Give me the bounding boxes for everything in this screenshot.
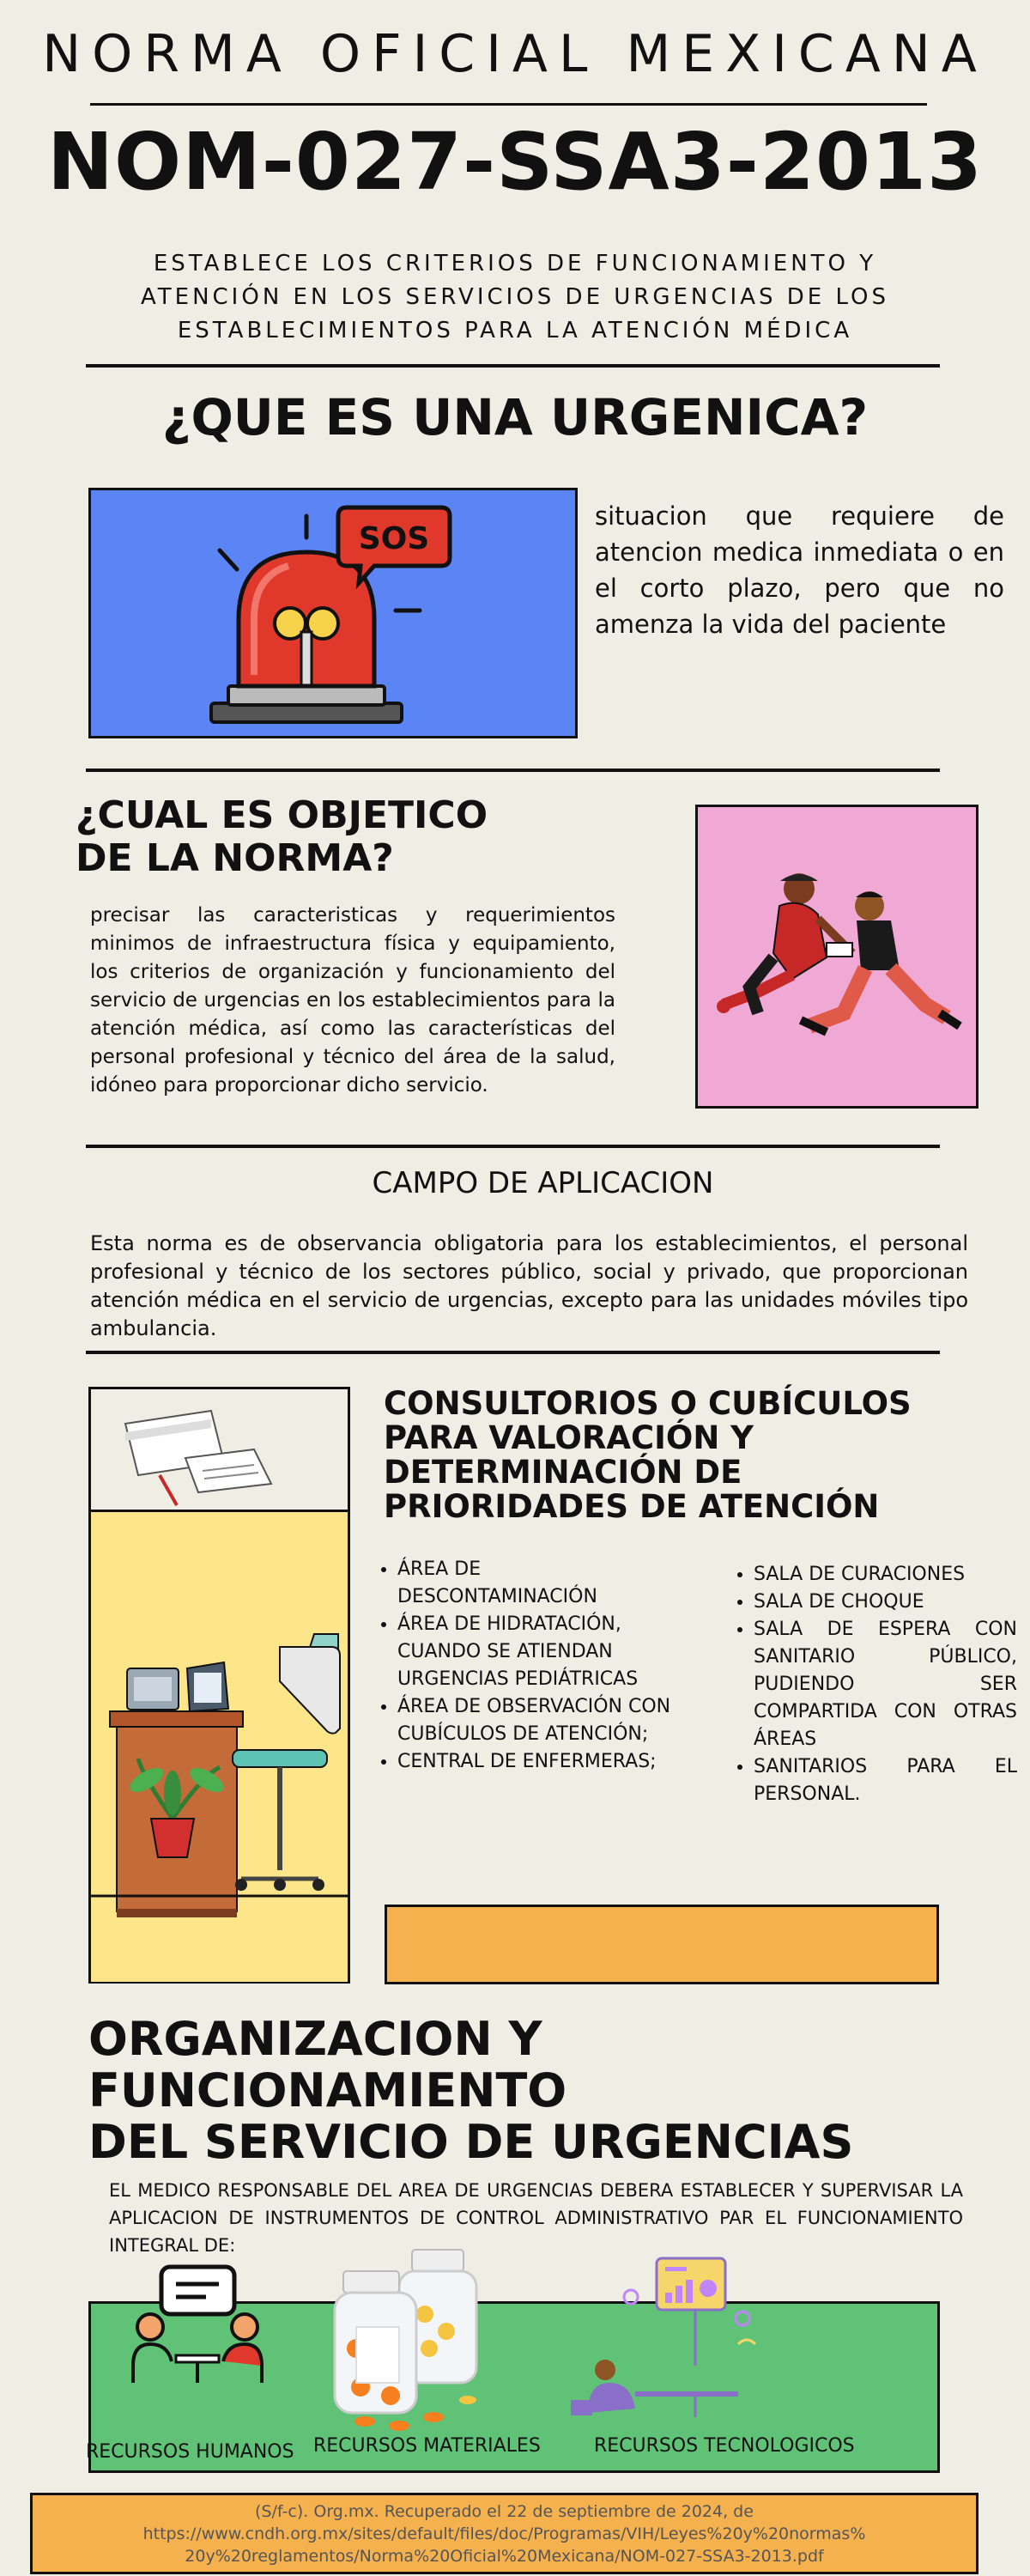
divider-3	[86, 1145, 940, 1148]
urgencia-definition-text: situacion que requiere de atencion medica inmediata o en el corto plazo, pero que no amenza la vida del paciente	[595, 501, 1004, 639]
list-item: • ÁREA DE DESCONTAMINACIÓN	[397, 1556, 682, 1611]
consultorios-title-line4: PRIORIDADES DE ATENCIÓN	[384, 1488, 880, 1525]
sos-illustration-panel	[88, 488, 578, 738]
consultorios-title-line3: DETERMINACIÓN DE	[384, 1454, 742, 1491]
office-illustration-panel	[88, 1387, 350, 1984]
consultorios-title	[384, 1387, 967, 1524]
reference-url-line3[interactable]: 20y%20reglamentos/Norma%20Oficial%20Mexicana/NOM-027-SSA3-2013.pdf	[185, 2547, 824, 2566]
divider-2	[86, 769, 940, 772]
meeting-people-icon	[120, 2263, 275, 2387]
first-aid-illustration-panel	[695, 805, 978, 1109]
resource-label-tecnologicos: RECURSOS TECNOLOGICOS	[594, 2435, 855, 2457]
reference-line1: (S/f-c). Org.mx. Recuperado el 22 de septiembre de 2024, de	[255, 2502, 754, 2521]
resource-label-humanos: RECURSOS HUMANOS	[86, 2441, 294, 2463]
areas-list-right	[730, 1561, 1017, 1808]
header-subtitle: ESTABLECE LOS CRITERIOS DE FUNCIONAMIENTO Y ATENCIÓN EN LOS SERVICIOS DE URGENCIAS DE LOS ESTABLECIMIENTOS PARA LA ATENCIÓN MÉDICA	[141, 251, 889, 343]
campo-text: Esta norma es de observancia obligatoria para los establecimientos, el personal profesional y técnico de los sectores público, social y privado, que proporcionan atención médica en el servicio de urgencias, excepto para las unidades móviles tipo ambulancia.	[90, 1231, 968, 1340]
section-title-campo: CAMPO DE APLICACION	[372, 1166, 714, 1200]
consultorios-title-line2: PARA VALORACIÓN Y	[384, 1419, 754, 1456]
technology-workstation-icon	[571, 2250, 768, 2421]
list-item: • ÁREA DE OBSERVACIÓN CON CUBÍCULOS DE ATENCIÓN;	[397, 1693, 682, 1748]
reference-citation-box	[30, 2493, 978, 2574]
list-item: • ÁREA DE HIDRATACIÓN, CUANDO SE ATIENDAN URGENCIAS PEDIÁTRICAS	[397, 1611, 682, 1693]
organizacion-title-line1: ORGANIZACION Y FUNCIONAMIENTO	[88, 2012, 567, 2117]
divider-4	[86, 1351, 940, 1354]
header-kicker: NORMA OFICIAL MEXICANA	[42, 24, 988, 84]
list-item: • SALA DE ESPERA CON SANITARIO PÚBLICO, PUDIENDO SER COMPARTIDA CON OTRAS ÁREAS	[754, 1616, 1017, 1753]
resource-label-materiales: RECURSOS MATERIALES	[313, 2435, 541, 2457]
consultorios-title-line1: CONSULTORIOS O CUBÍCULOS	[384, 1385, 912, 1422]
list-item: • SALA DE CHOQUE	[754, 1589, 1017, 1616]
organizacion-title-line2: DEL SERVICIO DE URGENCIAS	[88, 2115, 854, 2169]
norm-code-title: NOM-027-SSA3-2013	[46, 116, 983, 208]
organizacion-text: EL MEDICO RESPONSABLE DEL AREA DE URGENCIAS DEBERA ESTABLECER Y SUPERVISAR LA APLICACION DE INSTRUMENTOS DE CONTROL ADMINISTRATIVO PAR EL FUNCIONAMIENTO INTEGRAL DE:	[109, 2180, 963, 2256]
reference-url-line2[interactable]: https://www.cndh.org.mx/sites/default/files/doc/Programas/VIH/Leyes%20y%20normas%	[142, 2524, 866, 2543]
siren-sos-icon	[91, 490, 575, 736]
objetivo-title-line2: DE LA NORMA?	[76, 836, 394, 880]
objetivo-text: precisar las caracteristicas y requerimientos minimos de infraestructura física y equipamiento, los criterios de organización y funcionamiento del servicio de urgencias en los establecimientos para la atención médica, así como las características del personal profesional y técnico del área de la salud, idóneo para proporcionar dicho servicio.	[90, 904, 615, 1097]
medicine-bottles-icon	[330, 2245, 511, 2434]
areas-list-left	[373, 1556, 682, 1776]
section-title-urgencia: ¿QUE ES UNA URGENICA?	[161, 388, 869, 447]
sos-label: SOS	[358, 521, 430, 556]
list-item: • SALA DE CURACIONES	[754, 1561, 1017, 1589]
section-title-objetivo	[76, 794, 488, 880]
first-aid-icon	[698, 807, 976, 1106]
list-item: • CENTRAL DE ENFERMERAS;	[397, 1748, 682, 1776]
office-desk-icon	[91, 1389, 348, 1982]
header-divider	[90, 103, 927, 106]
section-title-organizacion	[88, 2014, 1030, 2168]
list-item: • SANITARIOS PARA EL PERSONAL.	[754, 1753, 1017, 1808]
objetivo-title-line1: ¿CUAL ES OBJETICO	[76, 793, 488, 837]
orange-accent-bar	[385, 1905, 939, 1984]
divider-1	[86, 364, 940, 368]
